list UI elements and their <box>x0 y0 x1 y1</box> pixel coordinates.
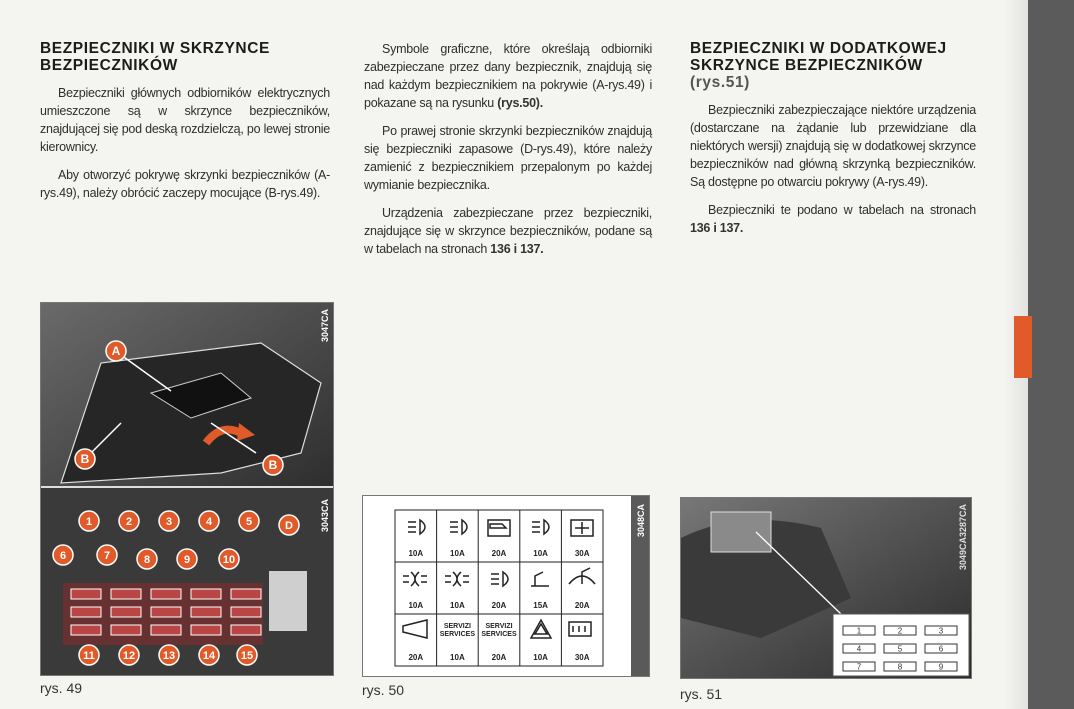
horn-icon <box>403 620 427 638</box>
figure-49-illustration <box>41 303 333 675</box>
figure-code: 3049CA3287CA <box>958 504 968 571</box>
low-beam-icon <box>408 520 425 534</box>
paragraph-devices: Urządzenia zabezpieczane przez bezpieczniki, znajdujące się w skrzynce bezpieczników, podane są w tabelach na stronach 136 i 137. <box>364 206 652 256</box>
figure-51 <box>680 497 972 679</box>
fuse-callout: 13 <box>162 650 176 662</box>
fuse-rating: 10A <box>533 549 548 558</box>
fuse-cover-diagram <box>363 496 649 676</box>
fuse-rating: 20A <box>408 653 424 662</box>
fuse-rating: 20A <box>574 601 590 610</box>
callout-b-right: B <box>268 458 278 472</box>
paragraph-symbols: Symbole graficzne, które określają odbiorniki zabezpieczane przez dany bezpiecznik, znajdują się nad każdym bezpiecznikiem na pokrywie (A-rys.49) i pokazane są na rysunku (rys.50). <box>364 42 652 110</box>
fuse-callout: 8 <box>143 554 151 566</box>
caption-51: rys. 51 <box>680 686 723 702</box>
fuse-rating: 10A <box>450 653 465 662</box>
paragraph-extra-2: Bezpieczniki te podano w tabelach na stronach 136 i 137. <box>690 203 976 235</box>
paragraph-spare: Po prawej stronie skrzynki bezpieczników znajdują się bezpieczniki zapasowe (D-rys.49), które należy zamienić z bezpiecznikiem przepalonym po każdej wymianie bezpiecznika. <box>364 124 652 192</box>
extra-fusebox-photo <box>681 498 971 678</box>
fuse-rating: 10A <box>408 549 424 558</box>
fuse-callout: 4 <box>205 516 213 528</box>
caption-50: rys. 50 <box>362 682 405 698</box>
fuse-number: 5 <box>897 644 903 654</box>
right-gray-strip <box>1028 0 1074 709</box>
high-beam-icon <box>491 572 508 586</box>
fuse-rating: 30A <box>574 653 590 662</box>
column-1 <box>40 40 330 212</box>
fuse-rating: 15A <box>533 601 548 610</box>
fuse-rating: 10A <box>450 601 465 610</box>
fuse-callout: 11 <box>83 650 95 662</box>
figure-50 <box>362 495 650 677</box>
heading-extra-fusebox: BEZPIECZNIKI W DODATKOWEJ SKRZYNCE BEZPIECZNIKÓW (rys.51) <box>690 40 947 91</box>
figure-code: 3043CA <box>320 499 330 533</box>
fuse-callout: 3 <box>165 516 173 528</box>
fuse-callout: 12 <box>122 650 136 662</box>
services-label: SERVICES <box>439 631 476 638</box>
fog-light-icon <box>403 572 427 586</box>
services-label: SERVIZI <box>485 623 513 630</box>
wiper-icon <box>569 568 595 584</box>
column-2 <box>364 40 652 268</box>
figure-code: 3047CA <box>320 309 330 343</box>
seat-heat-icon <box>531 572 549 586</box>
fuse-number: 7 <box>856 662 862 672</box>
heading-main-fusebox: BEZPIECZNIKI W SKRZYNCE BEZPIECZNIKÓW <box>40 40 270 74</box>
fuse-callout: 7 <box>103 550 111 562</box>
fuse-callout: 1 <box>85 516 93 528</box>
window-icon <box>571 520 593 536</box>
fuse-rating: 20A <box>491 601 507 610</box>
paragraph-1: Bezpieczniki głównych odbiorników elektrycznych umieszczone są w skrzynce bezpieczników, znajdującej się pod deską rozdzielczą, po lewej stronie kierownicy. <box>40 86 330 154</box>
fuse-number: 3 <box>938 626 944 636</box>
section-tab <box>1014 316 1032 378</box>
paragraph-extra-1: Bezpieczniki zabezpieczające niektóre urządzenia (dostarczane na żądanie lub przewidziane dla niektórych wersji) znajdują się w dodatkowej skrzynce bezpieczników nad główną skrzynką bezpieczników. Są dostępne po otwarciu pokrywy (A-rys.49). <box>690 103 976 189</box>
fuse-callout: 2 <box>125 516 133 528</box>
fuse-number: 6 <box>938 644 944 654</box>
fuse-rating: 10A <box>450 549 465 558</box>
column-3 <box>690 40 976 247</box>
fog-light-icon <box>445 572 469 586</box>
callout-b-left: B <box>80 452 90 466</box>
low-beam-icon <box>450 520 467 534</box>
fuse-callout: 14 <box>202 650 216 662</box>
fuse-rating: 10A <box>408 601 424 610</box>
fuse-callout: 15 <box>240 650 254 662</box>
fuse-callout: 5 <box>245 516 253 528</box>
callout-a: A <box>111 344 121 358</box>
fuse-number: 2 <box>897 626 903 636</box>
fuse-number: 1 <box>856 626 862 636</box>
fuse-callout: 6 <box>59 550 67 562</box>
rear-defrost-icon <box>569 622 591 636</box>
services-label: SERVICES <box>481 631 517 638</box>
hazard-icon <box>531 620 551 638</box>
fuse-rating: 30A <box>574 549 590 558</box>
fuse-number: 9 <box>938 662 944 672</box>
fuse-rating: 10A <box>533 653 548 662</box>
figure-49 <box>40 302 334 676</box>
services-label: SERVIZI <box>443 623 471 630</box>
paragraph-2: Aby otworzyć pokrywę skrzynki bezpieczników (A-rys.49), należy obrócić zaczepy mocujące (B-rys.49). <box>40 168 330 200</box>
high-beam-icon <box>532 520 549 534</box>
door-lock-icon <box>488 520 510 536</box>
figure-code: 3048CA <box>636 504 646 538</box>
fuse-number: 8 <box>897 662 903 672</box>
fuse-callout: D <box>285 520 293 532</box>
fuse-number: 4 <box>856 644 862 654</box>
fuse-callout: 10 <box>222 554 236 566</box>
fuse-rating: 20A <box>491 549 507 558</box>
caption-49: rys. 49 <box>40 680 83 696</box>
fuse-callout: 9 <box>183 554 191 566</box>
fuse-rating: 20A <box>491 653 507 662</box>
